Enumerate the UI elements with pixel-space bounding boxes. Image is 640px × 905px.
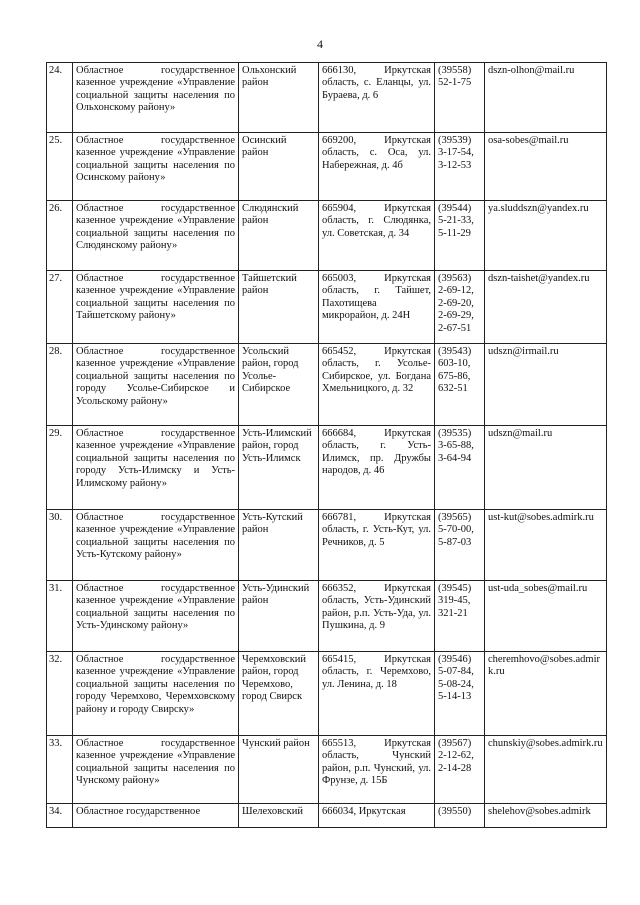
table-row [47, 652, 607, 736]
table-row [47, 581, 607, 652]
row-number: 24. [47, 63, 73, 133]
phone: (39543) 603-10, 675-86, 632-51 [435, 344, 485, 426]
page-number: 4 [317, 37, 323, 51]
phone: (39546) 5-07-84, 5-08-24, 5-14-13 [435, 652, 485, 736]
row-number: 27. [47, 271, 73, 344]
email: ust-uda_sobes@mail.ru [485, 581, 607, 652]
phone: (39558) 52-1-75 [435, 63, 485, 133]
table-row [47, 426, 607, 510]
organization-name: Областное государственное казенное учреждение «Управление социальной защиты населения по Слюдянскому району» [73, 201, 239, 271]
row-number: 34. [47, 804, 73, 828]
email: dszn-olhon@mail.ru [485, 63, 607, 133]
organization-name: Областное государственное [73, 804, 239, 828]
district: Ольхонский район [239, 63, 319, 133]
organization-name: Областное государственное казенное учреждение «Управление социальной защиты населения по городу Усолье-Сибирское и Усольскому району» [73, 344, 239, 426]
table-row [47, 271, 607, 344]
table-row [47, 63, 607, 133]
row-number: 32. [47, 652, 73, 736]
organization-name: Областное государственное казенное учреждение «Управление социальной защиты населения по Ольхонскому району» [73, 63, 239, 133]
row-number: 33. [47, 736, 73, 804]
table-row [47, 201, 607, 271]
organization-name: Областное государственное казенное учреждение «Управление социальной защиты населения по Усть-Удинскому району» [73, 581, 239, 652]
district: Усть-Кутский район [239, 510, 319, 581]
phone: (39563) 2-69-12, 2-69-20, 2-69-29, 2-67-51 [435, 271, 485, 344]
organization-name: Областное государственное казенное учреждение «Управление социальной защиты населения по городу Усть-Илимску и Усть-Илимскому району» [73, 426, 239, 510]
postal-address: 665513, Иркутская область, Чунский район, р.п. Чунский, ул. Фрунзе, д. 15Б [319, 736, 435, 804]
postal-address: 666034, Иркутская [319, 804, 435, 828]
phone: (39539) 3-17-54, 3-12-53 [435, 133, 485, 201]
phone: (39567) 2-12-62, 2-14-28 [435, 736, 485, 804]
email: dszn-taishet@yandex.ru [485, 271, 607, 344]
postal-address: 665415, Иркутская область, г. Черемхово, ул. Ленина, д. 18 [319, 652, 435, 736]
table-row [47, 133, 607, 201]
row-number: 28. [47, 344, 73, 426]
organization-name: Областное государственное казенное учреждение «Управление социальной защиты населения по Осинскому району» [73, 133, 239, 201]
email: osa-sobes@mail.ru [485, 133, 607, 201]
row-number: 30. [47, 510, 73, 581]
table-row [47, 804, 607, 828]
district: Слюдянский район [239, 201, 319, 271]
organization-name: Областное государственное казенное учреждение «Управление социальной защиты населения по Тайшетскому району» [73, 271, 239, 344]
phone: (39535) 3-65-88, 3-64-94 [435, 426, 485, 510]
table-row [47, 344, 607, 426]
district: Усть-Илимский район, город Усть-Илимск [239, 426, 319, 510]
postal-address: 665003, Иркутская область, г. Тайшет, Пахотищева микрорайон, д. 24Н [319, 271, 435, 344]
postal-address: 666130, Иркутская область, с. Еланцы, ул. Бураева, д. 6 [319, 63, 435, 133]
district: Чунский район [239, 736, 319, 804]
phone: (39565) 5-70-00, 5-87-03 [435, 510, 485, 581]
organization-name: Областное государственное казенное учреждение «Управление социальной защиты населения по Усть-Кутскому району» [73, 510, 239, 581]
organization-name: Областное государственное казенное учреждение «Управление социальной защиты населения по Чунскому району» [73, 736, 239, 804]
organization-name: Областное государственное казенное учреждение «Управление социальной защиты населения по городу Черемхово, Черемховскому району и городу Свирску» [73, 652, 239, 736]
email: udszn@mail.ru [485, 426, 607, 510]
row-number: 26. [47, 201, 73, 271]
postal-address: 666352, Иркутская область, Усть-Удинский район, р.п. Усть-Уда, ул. Пушкина, д. 9 [319, 581, 435, 652]
district: Тайшетский район [239, 271, 319, 344]
row-number: 29. [47, 426, 73, 510]
postal-address: 665904, Иркутская область, г. Слюдянка, ул. Советская, д. 34 [319, 201, 435, 271]
postal-address: 669200, Иркутская область, с. Оса, ул. Набережная, д. 4б [319, 133, 435, 201]
email: cheremhovo@sobes.admirk.ru [485, 652, 607, 736]
postal-address: 665452, Иркутская область, г. Усолье-Сибирское, ул. Богдана Хмельницкого, д. 32 [319, 344, 435, 426]
row-number: 25. [47, 133, 73, 201]
district: Черемховский район, город Черемхово, город Свирск [239, 652, 319, 736]
phone: (39545) 319-45, 321-21 [435, 581, 485, 652]
phone: (39550) [435, 804, 485, 828]
district: Шелеховский [239, 804, 319, 828]
table-row [47, 736, 607, 804]
email: ya.sluddszn@yandex.ru [485, 201, 607, 271]
row-number: 31. [47, 581, 73, 652]
email: udszn@irmail.ru [485, 344, 607, 426]
table-row [47, 510, 607, 581]
phone: (39544) 5-21-33, 5-11-29 [435, 201, 485, 271]
district: Осинский район [239, 133, 319, 201]
postal-address: 666781, Иркутская область, г. Усть-Кут, ул. Речников, д. 5 [319, 510, 435, 581]
district: Усольский район, город Усолье-Сибирское [239, 344, 319, 426]
email: chunskiy@sobes.admirk.ru [485, 736, 607, 804]
email: shelehov@sobes.admirk [485, 804, 607, 828]
email: ust-kut@sobes.admirk.ru [485, 510, 607, 581]
registry-table [46, 62, 607, 828]
postal-address: 666684, Иркутская область, г. Усть-Илимск, пр. Дружбы народов, д. 46 [319, 426, 435, 510]
district: Усть-Удинский район [239, 581, 319, 652]
